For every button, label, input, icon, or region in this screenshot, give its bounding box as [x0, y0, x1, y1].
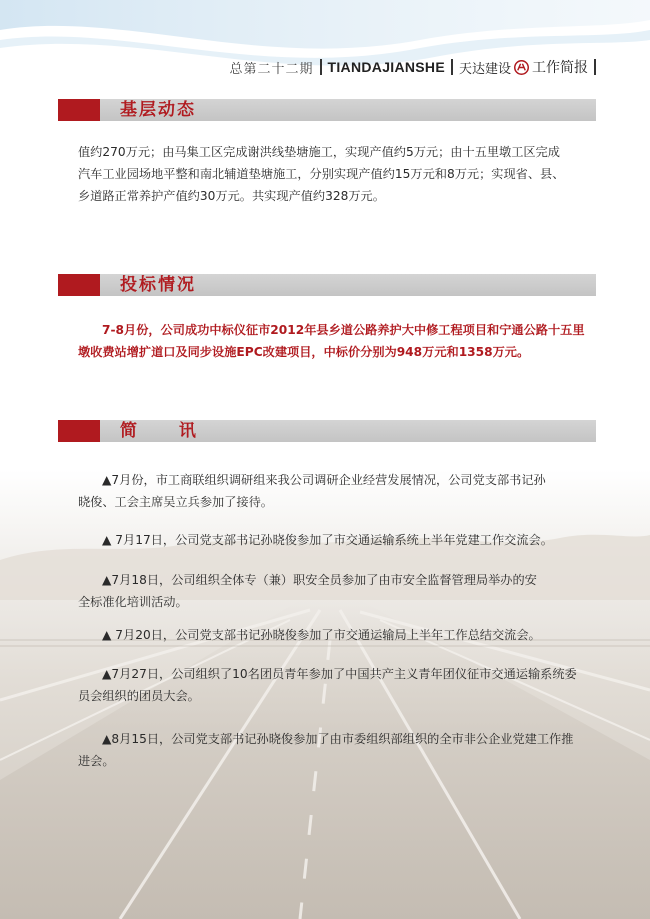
section-header-news	[58, 420, 596, 442]
header-line	[230, 58, 603, 76]
section-title: 简 讯	[120, 421, 214, 441]
section-marker	[58, 274, 100, 296]
section-title: 投标情况	[120, 275, 196, 295]
report-title: 工作简报	[532, 60, 588, 76]
bidding-paragraph	[78, 319, 598, 363]
news-item	[78, 728, 598, 772]
news-item	[78, 624, 598, 646]
text-line: 墩收费站增扩道口及同步设施EPC改建项目，中标价分别为948万元和1358万元。	[78, 345, 530, 359]
header-divider	[594, 59, 596, 75]
brand-chinese: 天达建设	[458, 61, 511, 77]
page-header	[0, 0, 650, 100]
text-line: 晓俊、工会主席吴立兵参加了接待。	[78, 495, 273, 509]
section-header-bidding	[58, 274, 596, 296]
company-logo-icon	[514, 60, 529, 75]
text-line: ▲ 7月20日，公司党支部书记孙晓俊参加了市交通运输局上半年工作总结交流会。	[102, 628, 541, 642]
text-line: ▲7月18日，公司组织全体专（兼）职安全员参加了由市安全监督管理局举办的安	[102, 573, 537, 587]
text-line: 值约270万元；由马集工区完成谢洪线垫塘施工，实现产值约5万元；由十五里墩工区完成	[78, 145, 560, 159]
section-header-grassroots	[58, 99, 596, 121]
text-line: ▲8月15日，公司党支部书记孙晓俊参加了由市委组织部组织的全市非公企业党建工作推	[102, 732, 574, 746]
text-line: 乡道路正常养护产值约30万元。共实现产值约328万元。	[78, 189, 385, 203]
text-line: 进会。	[78, 754, 115, 768]
issue-number: 总第二十二期	[229, 61, 314, 77]
section-marker	[58, 420, 100, 442]
grassroots-paragraph	[78, 141, 598, 207]
text-line: ▲7月27日，公司组织了10名团员青年参加了中国共产主义青年团仪征市交通运输系统委	[102, 667, 577, 681]
text-line: ▲ 7月17日，公司党支部书记孙晓俊参加了市交通运输系统上半年党建工作交流会。	[102, 533, 553, 547]
text-line: 员会组织的团员大会。	[78, 689, 200, 703]
news-item	[78, 529, 598, 551]
text-line: 7-8月份，公司成功中标仪征市2012年县乡道公路养护大中修工程项目和宁通公路十五里	[102, 323, 585, 337]
text-line: ▲7月份，市工商联组织调研组来我公司调研企业经营发展情况，公司党支部书记孙	[102, 473, 546, 487]
text-line: 全标准化培训活动。	[78, 595, 188, 609]
section-title: 基层动态	[120, 100, 196, 120]
news-item	[78, 469, 598, 513]
brand-english: TIANDAJIANSHE	[327, 59, 445, 75]
section-marker	[58, 99, 100, 121]
header-divider	[451, 59, 453, 75]
header-divider	[320, 59, 322, 75]
news-item	[78, 569, 598, 613]
text-line: 汽车工业园场地平整和南北辅道垫塘施工，分别实现产值约15万元和8万元；实现省、县、	[78, 167, 565, 181]
news-item	[78, 663, 598, 707]
